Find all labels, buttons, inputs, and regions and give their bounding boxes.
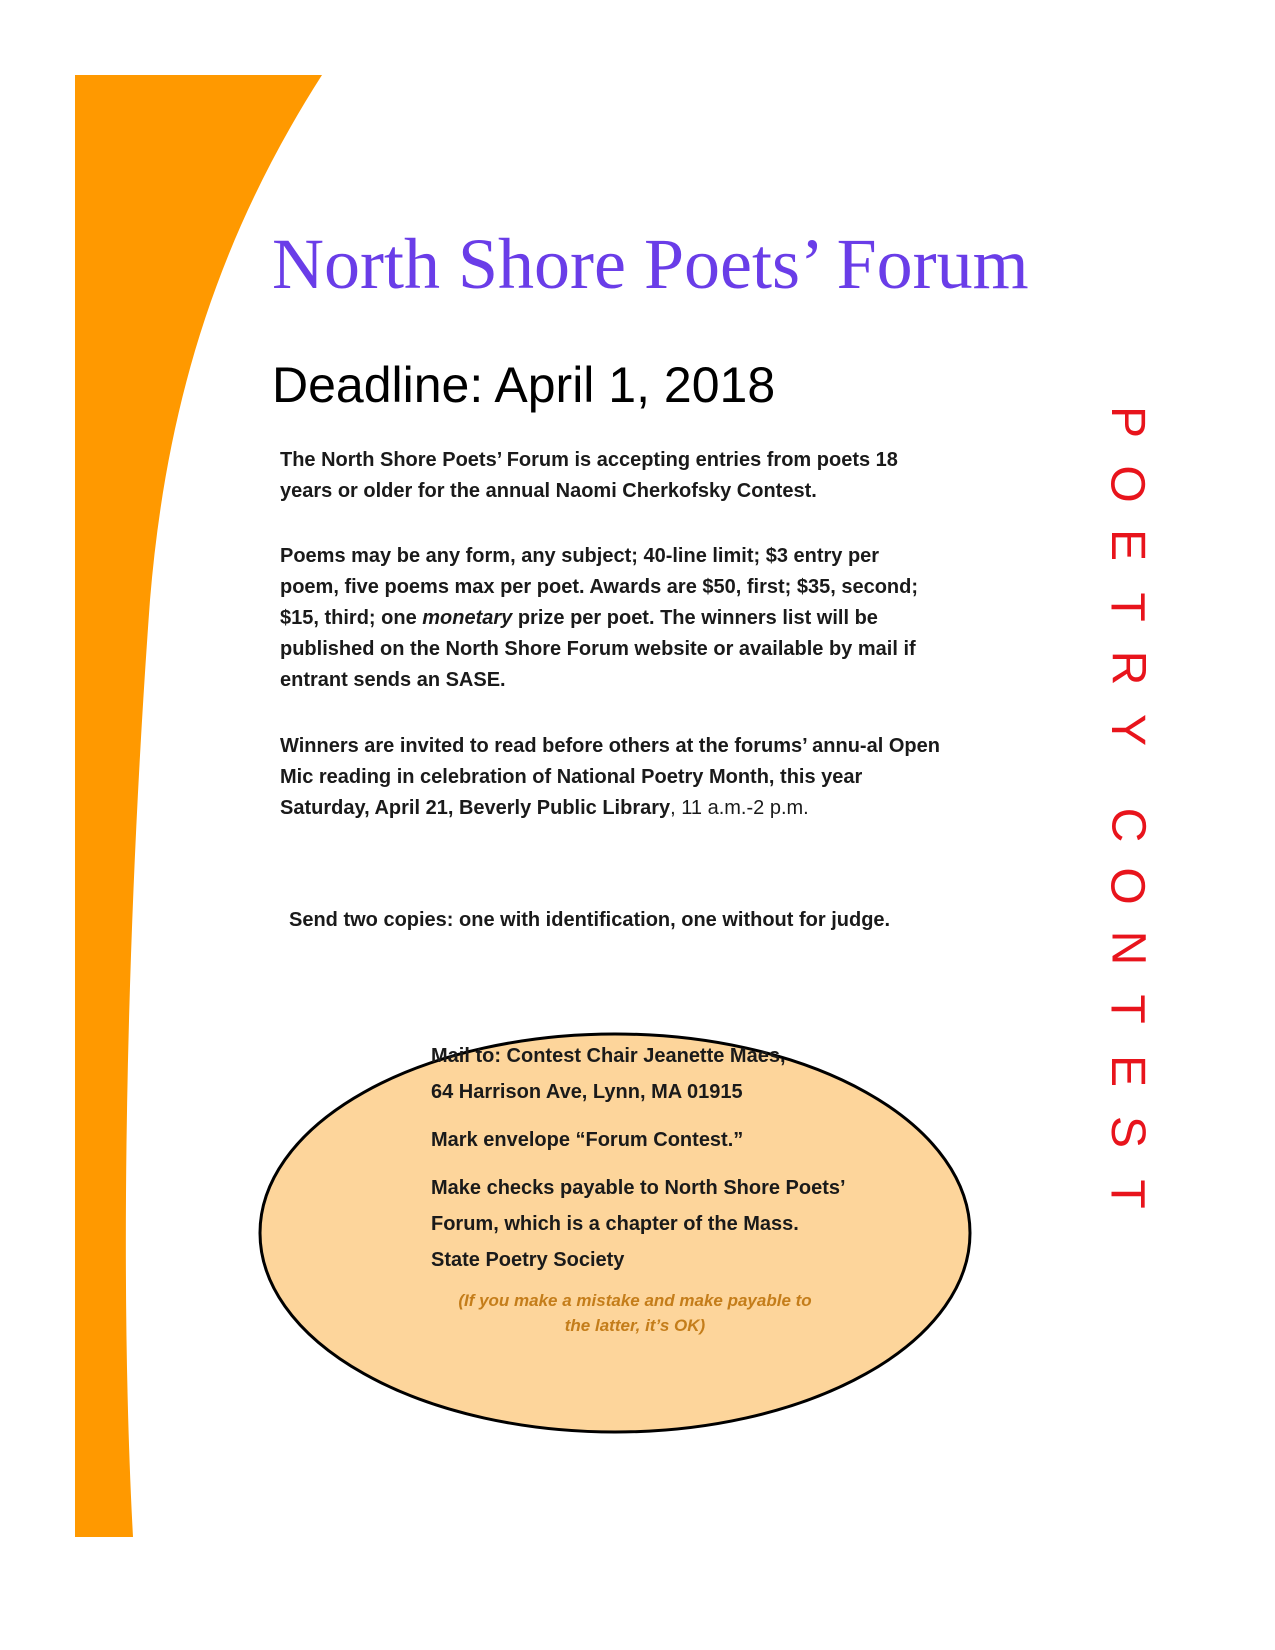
rules-text-start: Poems may be any form, any subject; 40-line limit; $3 entry per poem, five poems max per poet. Awards are $50, first; $35, second; $15, third; one [280, 545, 919, 629]
banner-letter: O [1101, 867, 1154, 905]
banner-letter: E [1100, 1054, 1154, 1087]
mailing-info [431, 1038, 851, 1290]
banner-letter: Y [1100, 713, 1154, 746]
page-title: North Shore Poets’ Forum [272, 224, 1029, 304]
banner-letter: T [1100, 591, 1154, 622]
banner-letter: N [1100, 930, 1154, 966]
deadline-heading: Deadline: April 1, 2018 [272, 357, 776, 413]
payment-note: (If you make a mistake and make payable to the latter, it’s OK) [458, 1291, 812, 1335]
banner-letter: R [1100, 650, 1154, 686]
poetry-contest-vertical-banner [1092, 398, 1162, 1218]
address-line-2: 64 Harrison Ave, Lynn, MA 01915 [431, 1081, 743, 1103]
rules-emphasis: monetary [422, 607, 513, 629]
rules-paragraph [280, 541, 940, 696]
banner-letter: T [1100, 994, 1154, 1024]
banner-letter: O [1101, 464, 1154, 503]
banner-letter: C [1100, 807, 1154, 843]
banner-letter: S [1100, 1116, 1154, 1149]
reading-paragraph [280, 731, 940, 824]
intro-paragraph: The North Shore Poets’ Forum is accepting entries from poets 18 years or older for the annual Naomi Cherkofsky Contest. [280, 449, 898, 502]
banner-letter: E [1100, 529, 1154, 562]
envelope-instruction: Mark envelope “Forum Contest.” [431, 1129, 744, 1151]
banner-letter: T [1100, 1179, 1154, 1209]
banner-letter: P [1100, 405, 1154, 439]
reading-details: Winners are invited to read before others at the forums’ annu-al Open Mic reading in celebration of National Poetry Month, this year Saturday, April 21, Beverly Public Library [280, 735, 940, 819]
copies-paragraph: Send two copies: one with identification, one without for judge. [289, 909, 891, 931]
reading-time: , 11 a.m.-2 p.m. [670, 797, 809, 819]
checks-instruction: Make checks payable to North Shore Poets’ Forum, which is a chapter of the Mass. State Poetry Society [431, 1177, 845, 1271]
address-line-1: Mail to: Contest Chair Jeanette Maes, [431, 1045, 786, 1067]
rules-text-end: prize per poet. The winners list will be published on the North Shore Forum website or available by mail if entrant sends an SASE. [280, 607, 916, 691]
mailing-address [431, 1038, 851, 1110]
